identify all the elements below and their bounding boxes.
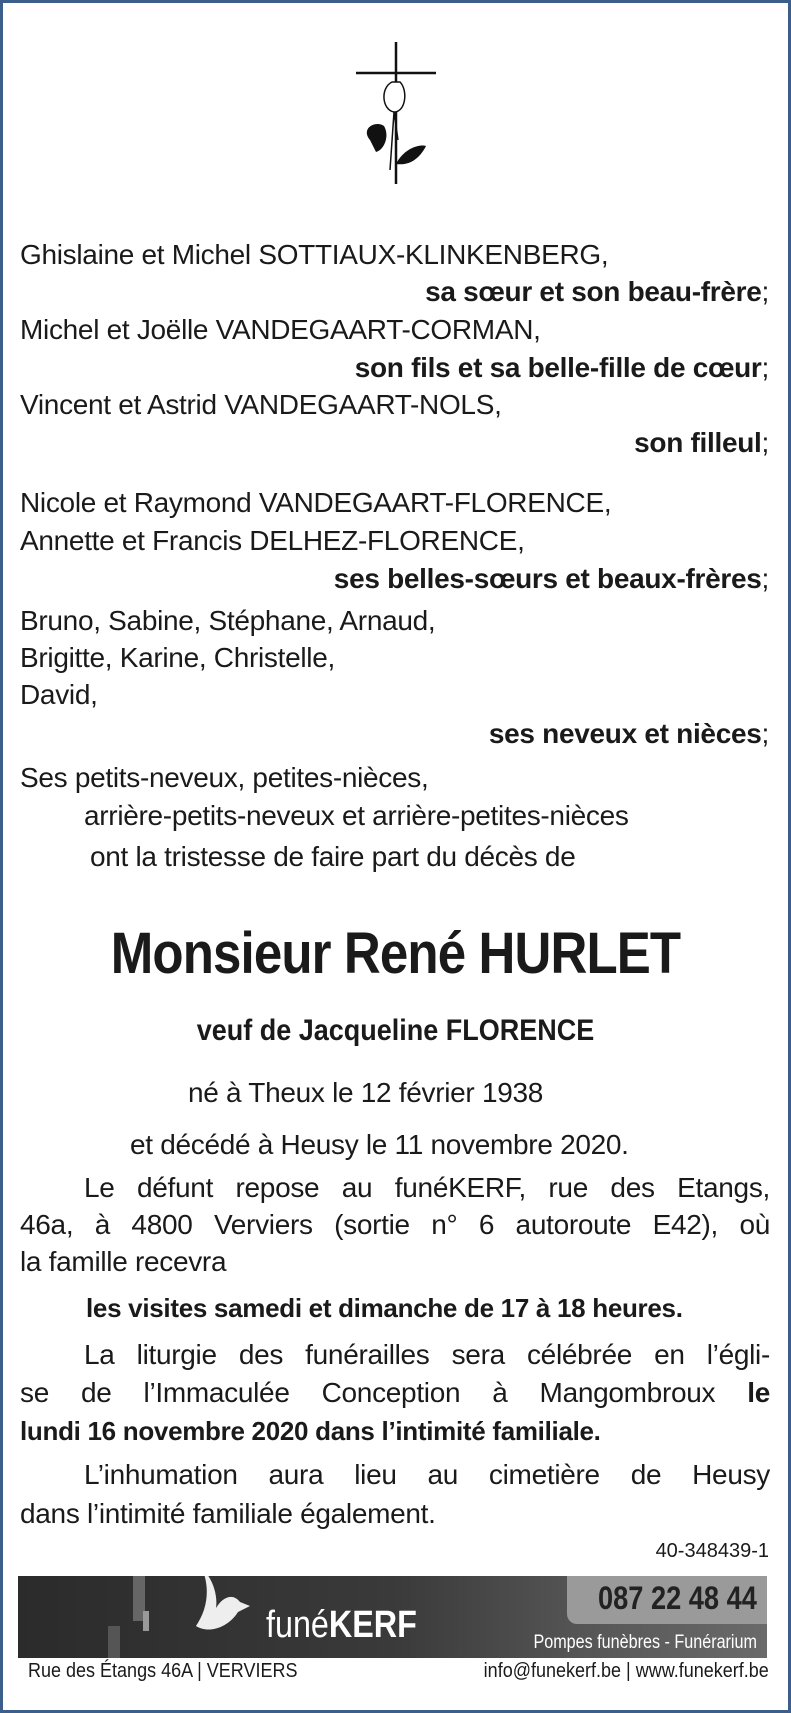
widower-of: veuf de Jacqueline FLORENCE [196,1014,595,1047]
liturgy-line [20,1376,770,1410]
decor-square [108,1626,120,1658]
semicolon: ; [761,718,769,749]
visits-line: les visites samedi et dimanche de 17 à 18 heures. [86,1293,683,1323]
semicolon: ; [761,563,769,594]
liturgy-bold: le [747,1377,770,1408]
burial-line: L’inhumation aura lieu au cimetière de Heusy [84,1459,770,1490]
funeral-home-banner [18,1576,767,1658]
family-line: David, [20,679,98,710]
semicolon: ; [761,276,769,307]
tagline: Pompes funèbres - Funérarium [533,1632,757,1653]
relation-text: ses neveux et nièces [488,718,762,749]
repose-line [20,1171,770,1205]
repose-text: Le défunt repose au funéKERF, rue des Etangs, [84,1172,770,1203]
cross-rose-icon [350,40,442,188]
relation-line [355,351,769,385]
family-line: Ghislaine et Michel SOTTIAUX-KLINKENBERG, [20,239,609,270]
semicolon: ; [761,352,769,383]
family-line: Nicole et Raymond VANDEGAART-FLORENCE, [20,487,612,518]
intro-line: Ses petits-neveux, petites-nièces, [20,762,429,793]
liturgy-line: La liturgie des funérailles sera célébrée en l’égli- [84,1339,770,1370]
burial-line: dans l’intimité familiale également. [20,1498,436,1529]
relation-line [489,717,769,751]
relation-text: son fils et sa belle-fille de cœur [354,352,762,383]
reference-number: 40-348439-1 [655,1540,769,1562]
decor-square [143,1611,149,1631]
relation-text: sa sœur et son beau-frère [425,276,762,307]
address: Rue des Étangs 46A | VERVIERS [28,1660,298,1682]
liturgy-text: se de l’Immaculée Conception à Mangombroux [20,1377,748,1408]
family-line: Brigitte, Karine, Christelle, [20,642,335,673]
contact-info[interactable]: info@funekerf.be | www.funekerf.be [483,1660,769,1682]
semicolon: ; [761,427,769,458]
relation-text: ses belles-sœurs et beaux-frères [333,563,762,594]
intro-line: ont la tristesse de faire part du décès de [90,841,576,872]
relation-text: son filleul [634,427,762,458]
relation-line [425,275,769,309]
birth-line: né à Theux le 12 février 1938 [188,1077,544,1108]
phone-box [567,1576,767,1624]
death-line: et décédé à Heusy le 11 novembre 2020. [130,1129,629,1160]
intro-line: arrière-petits-neveux et arrière-petites-nièces [84,800,629,831]
repose-line: la famille recevra [20,1246,227,1277]
family-line: Bruno, Sabine, Stéphane, Arnaud, [20,605,436,636]
relation-line [634,426,769,460]
funekerf-logo [266,1604,417,1647]
relation-line [334,562,769,596]
dove-logo-icon [188,1576,258,1648]
liturgy-date-line: lundi 16 novembre 2020 dans l’intimité familiale. [20,1416,601,1446]
logo-bold: KERF [328,1604,417,1646]
family-line: Vincent et Astrid VANDEGAART-NOLS, [20,389,502,420]
deceased-name: Monsieur René HURLET [110,921,681,986]
repose-line: 46a, à 4800 Verviers (sortie n° 6 autoroute E42), où [20,1209,770,1240]
logo-light: funé [266,1604,329,1646]
family-line: Annette et Francis DELHEZ-FLORENCE, [20,525,525,556]
family-line: Michel et Joëlle VANDEGAART-CORMAN, [20,314,541,345]
phone-number[interactable]: 087 22 48 44 [598,1580,757,1616]
